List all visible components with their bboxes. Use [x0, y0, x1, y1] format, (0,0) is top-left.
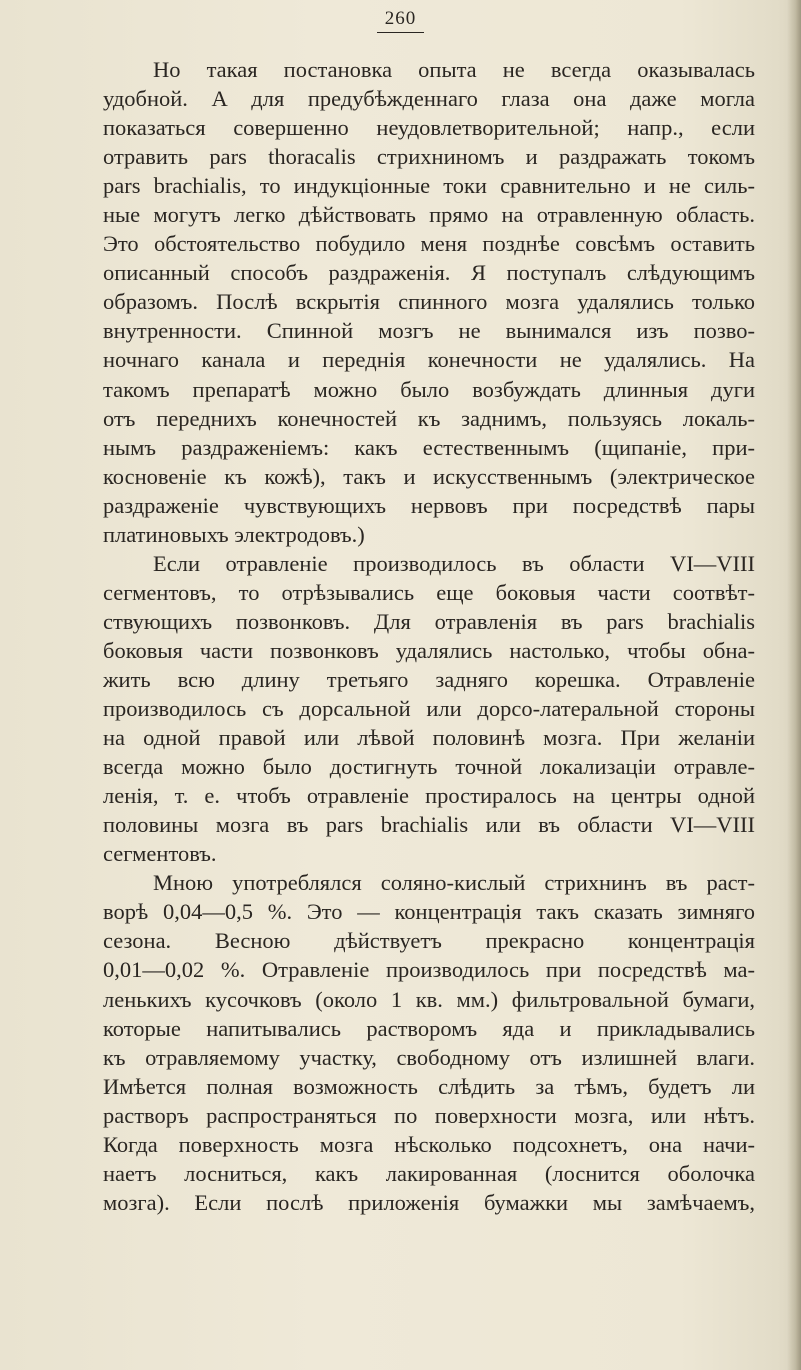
text-line: такомъ препаратѣ можно было возбуждать длинныя дуги — [103, 376, 755, 402]
text-line: Мною употреблялся соляно-кислый стрихнинъ въ раст- — [153, 870, 755, 896]
text-line: образомъ. Послѣ вскрытія спинного мозга удалялись только — [103, 289, 755, 315]
text-line: ворѣ 0,04—0,5 %. Это — концентрація такъ сказать зимняго — [103, 899, 755, 925]
text-line: ленькихъ кусочковъ (около 1 кв. мм.) фильтровальной бумаги, — [103, 986, 755, 1012]
text-line: ночнаго канала и переднія конечности не удалялись. На — [103, 347, 755, 373]
text-line: удобной. А для предубѣжденнаго глаза она даже могла — [103, 86, 755, 112]
text-line: Это обстоятельство побудило меня позднѣе совсѣмъ оставить — [103, 231, 755, 257]
text-line: на одной правой или лѣвой половинѣ мозга. При желаніи — [103, 725, 755, 751]
text-line: отъ переднихъ конечностей къ заднимъ, пользуясь локаль- — [103, 405, 755, 431]
text-line: половины мозга въ pars brachialis или въ области VI—VIII — [103, 812, 755, 838]
text-line: ленія, т. е. чтобъ отравленіе простиралось на центры одной — [103, 783, 755, 809]
text-line: производилось съ дорсальной или дорсо-латеральной стороны — [103, 696, 755, 722]
text-line: внутренности. Спинной мозгъ не вынимался изъ позво- — [103, 318, 755, 344]
body-text — [103, 55, 755, 1217]
text-line: pars brachialis, то индукціонные токи сравнительно и не силь- — [103, 173, 755, 199]
page-number — [0, 8, 801, 33]
text-line: сегментовъ. — [103, 841, 217, 867]
text-line: ные могутъ легко дѣйствовать прямо на отравленную область. — [103, 202, 755, 228]
text-line: растворъ распространяться по поверхности мозга, или нѣтъ. — [103, 1102, 755, 1128]
text-line: сегментовъ, то отрѣзывались еще боковыя части соотвѣт- — [103, 579, 755, 605]
text-line: къ отравляемому участку, свободному отъ излишней влаги. — [103, 1044, 755, 1070]
text-line: нымъ раздраженіемъ: какъ естественнымъ (щипаніе, при- — [103, 434, 755, 460]
text-line: Имѣется полная возможность слѣдить за тѣмъ, будетъ ли — [103, 1073, 755, 1099]
text-line: Но такая постановка опыта не всегда оказывалась — [153, 57, 755, 82]
text-line: Когда поверхность мозга нѣсколько подсохнетъ, она начи- — [103, 1131, 755, 1157]
text-line: боковыя части позвонковъ удалялись настолько, чтобы обна- — [103, 637, 755, 663]
text-line: мозга). Если послѣ приложенія бумажки мы замѣчаемъ, — [103, 1189, 755, 1215]
text-line: всегда можно было достигнуть точной локализаціи отравле- — [103, 754, 755, 780]
text-line: отравить pars thoracalis стрихниномъ и раздражать токомъ — [103, 144, 755, 170]
text-line: раздраженіе чувствующихъ нервовъ при посредствѣ пары — [103, 492, 755, 518]
text-line: платиновыхъ электродовъ.) — [103, 521, 365, 547]
page-edge-shadow — [787, 0, 801, 1370]
text-line: наетъ лосниться, какъ лакированная (лоснится оболочка — [103, 1160, 755, 1186]
page-number-text: 260 — [377, 8, 425, 33]
text-line: показаться совершенно неудовлетворительной; напр., если — [103, 115, 755, 141]
text-line: описанный способъ раздраженія. Я поступалъ слѣдующимъ — [103, 260, 755, 286]
text-line: Если отравленіе производилось въ области VI—VIII — [153, 550, 755, 576]
text-line: жить всю длину третьяго задняго корешка. Отравленіе — [103, 666, 755, 692]
text-line: которые напитывались растворомъ яда и прикладывались — [103, 1015, 755, 1041]
text-line: косновеніе къ кожѣ), такъ и искусственнымъ (электрическое — [103, 463, 755, 489]
text-line: сезона. Весною дѣйствуетъ прекрасно концентрація — [103, 928, 755, 954]
text-line: ствующихъ позвонковъ. Для отравленія въ pars brachialis — [103, 608, 755, 634]
text-line: 0,01—0,02 %. Отравленіе производилось при посредствѣ ма- — [103, 957, 755, 983]
